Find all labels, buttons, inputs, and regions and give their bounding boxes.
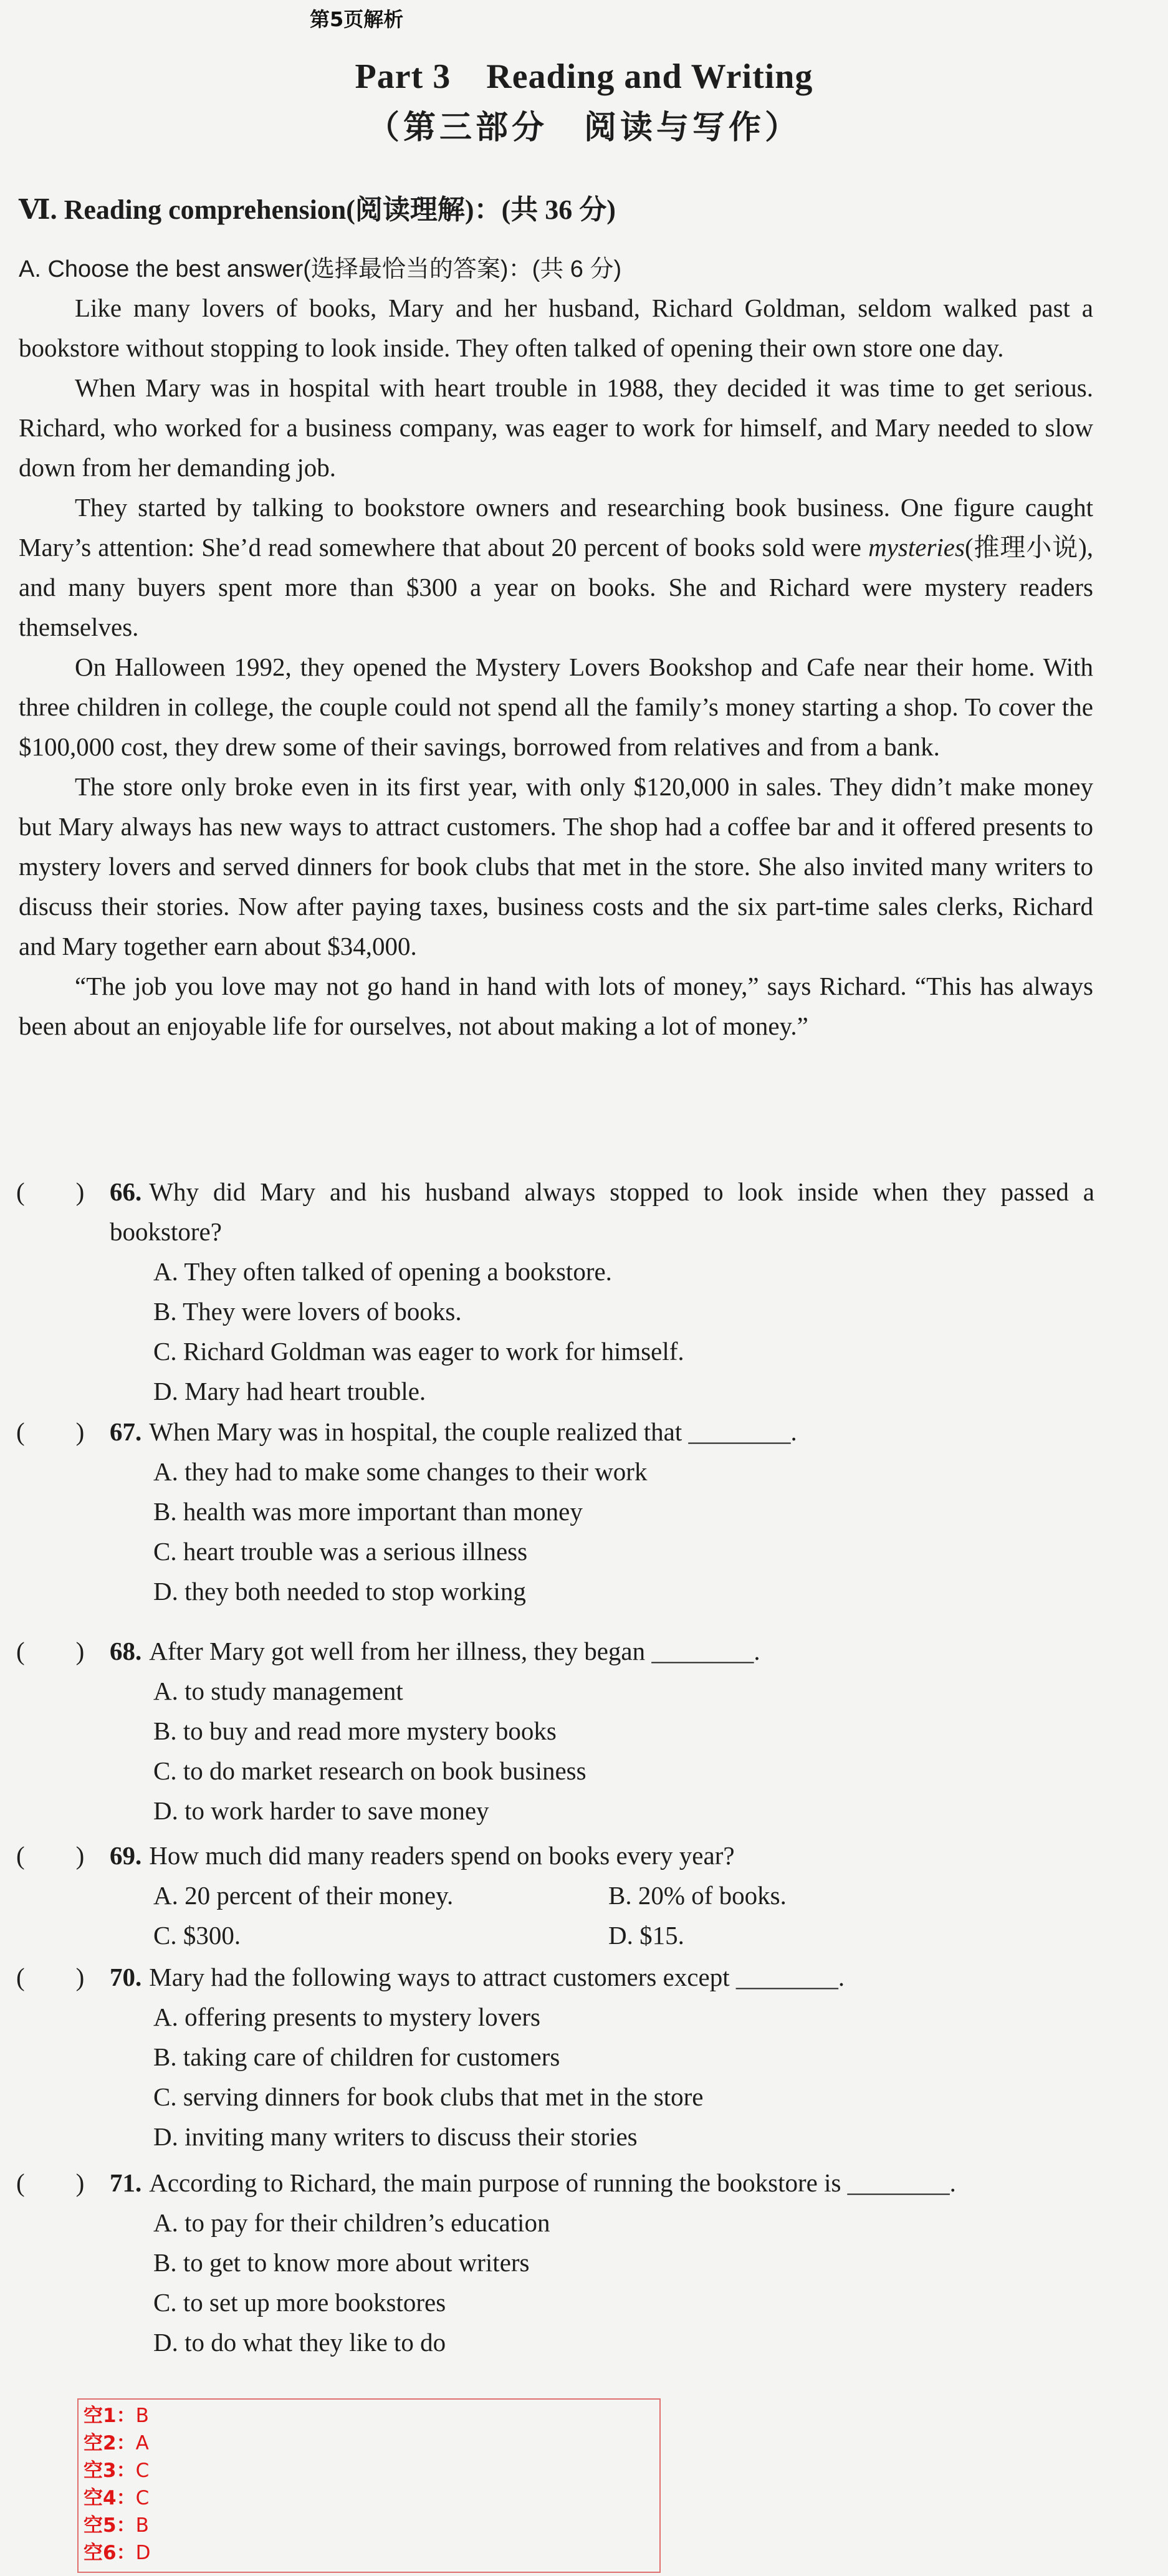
answer-label: 空4： (84, 2487, 136, 2509)
page-label: 第5页解析 (310, 7, 404, 31)
question-71 (16, 2163, 1094, 2362)
option-b: B. They were lovers of books. (153, 1297, 462, 1326)
answer-value: C (135, 2459, 150, 2482)
question-text: After Mary got well from her illness, they began ________. (149, 1637, 760, 1665)
option-a: A. They often talked of opening a bookstore. (153, 1257, 612, 1286)
option-b: B. 20% of books. (608, 1881, 787, 1910)
option-c: C. $300. (153, 1921, 241, 1950)
option-a: A. to study management (153, 1677, 403, 1705)
question-70 (16, 1957, 1094, 2157)
answer-blank[interactable]: ( ) (16, 1417, 85, 1446)
passage-paragraph: The store only broke even in its first year, with only $120,000 in sales. They didn’t make money but Mary always has new ways to attract customers. The shop had a coffee bar and it offered presents to mystery lovers and served dinners for book clubs that met in the store. She also invited many writers to discuss their stories. Now after paying taxes, business costs and the six part-time sales clerks, Richard and Mary together earn about $34,000. (19, 772, 1093, 960)
options-list (16, 1997, 1094, 2157)
question-number: 67. (110, 1417, 142, 1446)
question-text: When Mary was in hospital, the couple realized that ________. (149, 1417, 797, 1446)
option-d: D. to do what they like to do (153, 2328, 446, 2357)
answer-row (84, 2402, 149, 2430)
options-list (16, 1671, 1094, 1831)
option-c: C. heart trouble was a serious illness (153, 1537, 528, 1566)
part-title: Part 3 Reading and Writing (355, 57, 813, 96)
question-text: Mary had the following ways to attract customers except ________. (149, 1963, 845, 1991)
option-d: D. to work harder to save money (153, 1796, 489, 1825)
option-a: A. offering presents to mystery lovers (153, 2003, 540, 2031)
answer-value: D (135, 2542, 151, 2564)
option-c: C. to set up more bookstores (153, 2288, 446, 2317)
option-d: D. Mary had heart trouble. (153, 1377, 426, 1405)
question-67 (16, 1412, 1094, 1611)
passage-paragraph: When Mary was in hospital with heart trouble in 1988, they decided it was time to get serious. Richard, who worked for a business company, was eager to work for himself, and Mary needed to slow down from her demanding job. (19, 373, 1093, 482)
answer-blank[interactable]: ( ) (16, 1637, 85, 1665)
answer-key-box (77, 2398, 661, 2573)
answer-label: 空6： (84, 2542, 136, 2564)
passage-italic-term: mysteries (868, 533, 965, 562)
options-list (16, 1875, 1094, 1955)
question-number: 71. (110, 2168, 142, 2197)
option-b: B. to get to know more about writers (153, 2248, 530, 2277)
passage-paragraph: Like many lovers of books, Mary and her husband, Richard Goldman, seldom walked past a bookstore without stopping to look inside. They often talked of opening their own store one day. (19, 294, 1093, 362)
option-d: D. they both needed to stop working (153, 1577, 526, 1606)
answer-row (84, 2457, 149, 2484)
answer-label: 空2： (84, 2432, 136, 2454)
answer-value: A (135, 2432, 149, 2454)
answer-label: 空1： (84, 2405, 136, 2427)
answer-row (84, 2539, 150, 2567)
option-d: D. inviting many writers to discuss their stories (153, 2122, 638, 2151)
answer-value: B (135, 2405, 149, 2427)
answer-blank[interactable]: ( ) (16, 1963, 85, 1991)
option-c: C. to do market research on book business (153, 1756, 586, 1785)
question-number: 70. (110, 1963, 142, 1991)
part-subtitle: （第三部分 阅读与写作） (366, 109, 801, 146)
reading-passage (19, 288, 1093, 1046)
options-list (16, 1252, 1094, 1411)
options-list (16, 1452, 1094, 1611)
answer-label: 空5： (84, 2514, 136, 2537)
question-text: According to Richard, the main purpose of running the bookstore is ________. (149, 2168, 956, 2197)
question-number: 68. (110, 1637, 142, 1665)
question-number: 66. (110, 1177, 142, 1206)
answer-label: 空3： (84, 2459, 136, 2482)
passage-paragraph (19, 487, 1093, 647)
answer-blank[interactable]: ( ) (16, 1841, 85, 1870)
subsection-title: A. Choose the best answer(选择最恰当的答案)：(共 6 分) (19, 256, 622, 282)
answer-value: B (135, 2514, 149, 2537)
option-b: B. to buy and read more mystery books (153, 1717, 557, 1745)
option-a: A. to pay for their children’s education (153, 2208, 550, 2237)
passage-text: They started by talking to bookstore owners and researching book business. One figure caught Mary’s attention: She’d read somewhere that about 20 percent of books sold were (19, 493, 1093, 562)
passage-text: (推理小说), and many buyers spent more than $300 a year on books. She and Richard were mystery readers themselves. (19, 533, 1093, 641)
options-list (16, 2203, 1094, 2362)
answer-row (84, 2430, 149, 2457)
option-c: C. Richard Goldman was eager to work for himself. (153, 1337, 684, 1366)
question-68 (16, 1631, 1094, 1831)
passage-paragraph: On Halloween 1992, they opened the Mystery Lovers Bookshop and Cafe near their home. With three children in college, the couple could not spend all the family’s money starting a shop. To cover the $100,000 cost, they drew some of their savings, borrowed from relatives and from a bank. (19, 653, 1093, 761)
option-c: C. serving dinners for book clubs that met in the store (153, 2082, 704, 2111)
option-b: B. taking care of children for customers (153, 2042, 560, 2071)
question-text: Why did Mary and his husband always stopped to look inside when they passed a bookstore? (110, 1177, 1094, 1246)
answer-value: C (135, 2487, 150, 2509)
option-b: B. health was more important than money (153, 1497, 583, 1526)
answer-row (84, 2484, 149, 2512)
passage-paragraph: “The job you love may not go hand in hand with lots of money,” says Richard. “This has always been about an enjoyable life for ourselves, not about making a lot of money.” (19, 972, 1093, 1040)
answer-row (84, 2512, 149, 2539)
answer-blank[interactable]: ( ) (16, 1177, 85, 1206)
option-d: D. $15. (608, 1921, 684, 1950)
question-66 (16, 1172, 1094, 1411)
question-69 (16, 1836, 1094, 1955)
question-number: 69. (110, 1841, 142, 1870)
option-a: A. they had to make some changes to their work (153, 1457, 648, 1486)
question-text: How much did many readers spend on books every year? (149, 1841, 735, 1870)
section-title: Ⅵ. Reading comprehension(阅读理解)：(共 36 分) (19, 194, 616, 225)
option-a: A. 20 percent of their money. (153, 1881, 454, 1910)
answer-blank[interactable]: ( ) (16, 2168, 85, 2197)
